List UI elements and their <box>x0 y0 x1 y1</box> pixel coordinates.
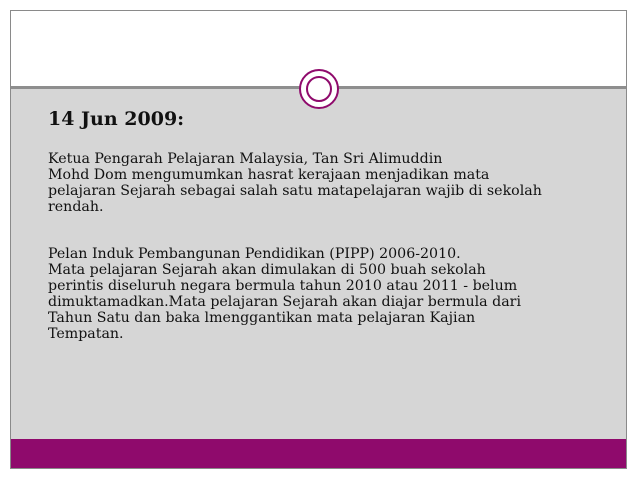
paragraph-line: Ketua Pengarah Pelajaran Malaysia, Tan Sri Alimuddin <box>48 151 443 167</box>
paragraph-line: Mata pelajaran Sejarah akan dimulakan di 500 buah sekolah <box>48 262 486 278</box>
circle-ornament-icon <box>299 69 339 109</box>
paragraph-line: Tahun Satu dan baka lmenggantikan mata pelajaran Kajian <box>48 310 476 326</box>
paragraph-line: pelajaran Sejarah sebagai salah satu matapelajaran wajib di sekolah <box>48 183 542 199</box>
paragraph-announcement <box>48 151 618 215</box>
paragraph-line: Mohd Dom mengumumkan hasrat kerajaan menjadikan mata <box>48 167 490 183</box>
footer-bar <box>11 439 626 468</box>
paragraph-line: perintis diseluruh negara bermula tahun 2010 atau 2011 - belum <box>48 278 518 294</box>
date-heading: 14 Jun 2009: <box>48 108 185 130</box>
paragraph-line: dimuktamadkan.Mata pelajaran Sejarah akan diajar bermula dari <box>48 294 522 310</box>
paragraph-pipp <box>48 246 618 342</box>
paragraph-line: Tempatan. <box>48 326 124 342</box>
circle-ornament-inner <box>306 76 332 102</box>
paragraph-line: Pelan Induk Pembangunan Pendidikan (PIPP) 2006-2010. <box>48 246 461 262</box>
paragraph-line: rendah. <box>48 199 104 215</box>
